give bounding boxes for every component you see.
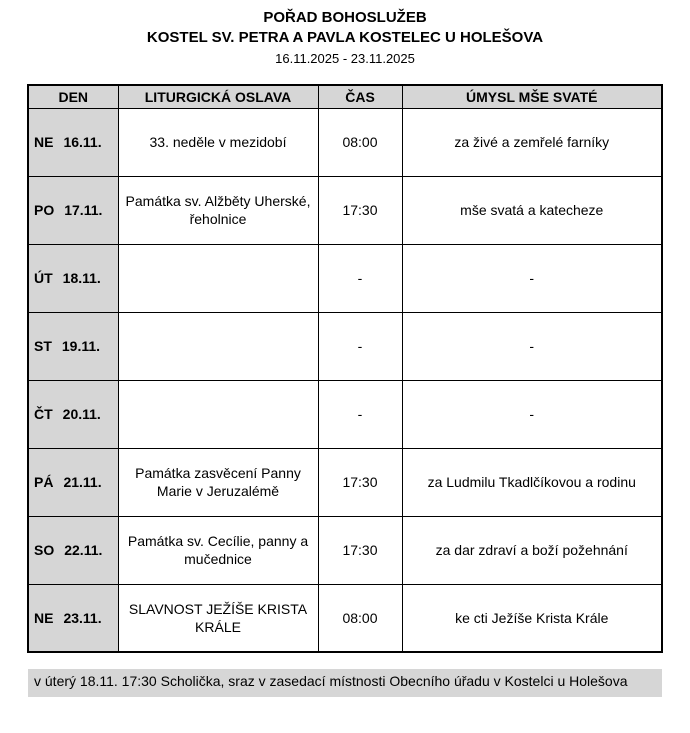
day-abbr: PÁ: [34, 473, 54, 490]
intention-cell: ke cti Ježíše Krista Krále: [402, 584, 662, 652]
date-range: 16.11.2025 - 23.11.2025: [275, 51, 415, 66]
document-title: POŘAD BOHOSLUŽEB: [263, 9, 427, 26]
day-abbr: PO: [34, 201, 55, 218]
intention-cell: za živé a zemřelé farníky: [402, 108, 662, 176]
day-cell: [28, 176, 118, 244]
day-cell: [28, 244, 118, 312]
intention-cell: za dar zdraví a boží požehnání: [402, 516, 662, 584]
day-date: 17.11.: [64, 201, 103, 218]
day-abbr: NE: [34, 133, 54, 150]
celebration-cell: 33. neděle v mezidobí: [118, 108, 318, 176]
day-date: 20.11.: [62, 405, 101, 422]
table-row: [28, 584, 662, 652]
day-cell: [28, 380, 118, 448]
intention-cell: -: [402, 312, 662, 380]
day-date: 21.11.: [63, 473, 102, 490]
column-header-time: ČAS: [318, 85, 402, 108]
day-cell: [28, 108, 118, 176]
intention-cell: za Ludmilu Tkadlčíkovou a rodinu: [402, 448, 662, 516]
church-name: KOSTEL SV. PETRA A PAVLA KOSTELEC U HOLEŠOVA: [146, 29, 544, 46]
celebration-cell: SLAVNOST JEŽÍŠE KRISTA KRÁLE: [118, 584, 318, 652]
day-date: 16.11.: [63, 133, 102, 150]
celebration-cell: Památka sv. Cecílie, panny a mučednice: [118, 516, 318, 584]
day-date: 22.11.: [64, 541, 103, 558]
celebration-cell: Památka sv. Alžběty Uherské, řeholnice: [118, 176, 318, 244]
table-row: [28, 516, 662, 584]
time-cell: -: [318, 380, 402, 448]
day-abbr: SO: [34, 541, 55, 558]
table-row: [28, 244, 662, 312]
intention-cell: -: [402, 380, 662, 448]
time-cell: 17:30: [318, 176, 402, 244]
column-header-day: DEN: [28, 85, 118, 108]
day-cell: [28, 312, 118, 380]
intention-cell: mše svatá a katecheze: [402, 176, 662, 244]
time-cell: -: [318, 312, 402, 380]
time-cell: 08:00: [318, 584, 402, 652]
time-cell: -: [318, 244, 402, 312]
day-date: 19.11.: [61, 337, 101, 354]
table-header-row: [28, 85, 662, 108]
time-cell: 08:00: [318, 108, 402, 176]
celebration-cell: Památka zasvěcení Panny Marie v Jeruzalémě: [118, 448, 318, 516]
time-cell: 17:30: [318, 516, 402, 584]
table-row: [28, 108, 662, 176]
table-row: [28, 380, 662, 448]
table-row: [28, 448, 662, 516]
table-row: [28, 312, 662, 380]
time-cell: 17:30: [318, 448, 402, 516]
celebration-cell: [118, 244, 318, 312]
celebration-cell: [118, 312, 318, 380]
celebration-cell: [118, 380, 318, 448]
day-abbr: ST: [34, 337, 52, 354]
column-header-intention: ÚMYSL MŠE SVATÉ: [402, 85, 662, 108]
intention-cell: -: [402, 244, 662, 312]
day-date: 18.11.: [62, 269, 101, 286]
footer-note: v úterý 18.11. 17:30 Scholička, sraz v zasedací místnosti Obecního úřadu v Kostelci u Holešova: [28, 669, 662, 697]
day-abbr: ÚT: [34, 269, 53, 286]
day-cell: [28, 584, 118, 652]
day-abbr: ČT: [34, 405, 53, 422]
table-row: [28, 176, 662, 244]
schedule-table: [27, 84, 663, 653]
day-cell: [28, 516, 118, 584]
day-cell: [28, 448, 118, 516]
day-abbr: NE: [34, 609, 54, 626]
column-header-celebration: LITURGICKÁ OSLAVA: [118, 85, 318, 108]
day-date: 23.11.: [63, 609, 102, 626]
